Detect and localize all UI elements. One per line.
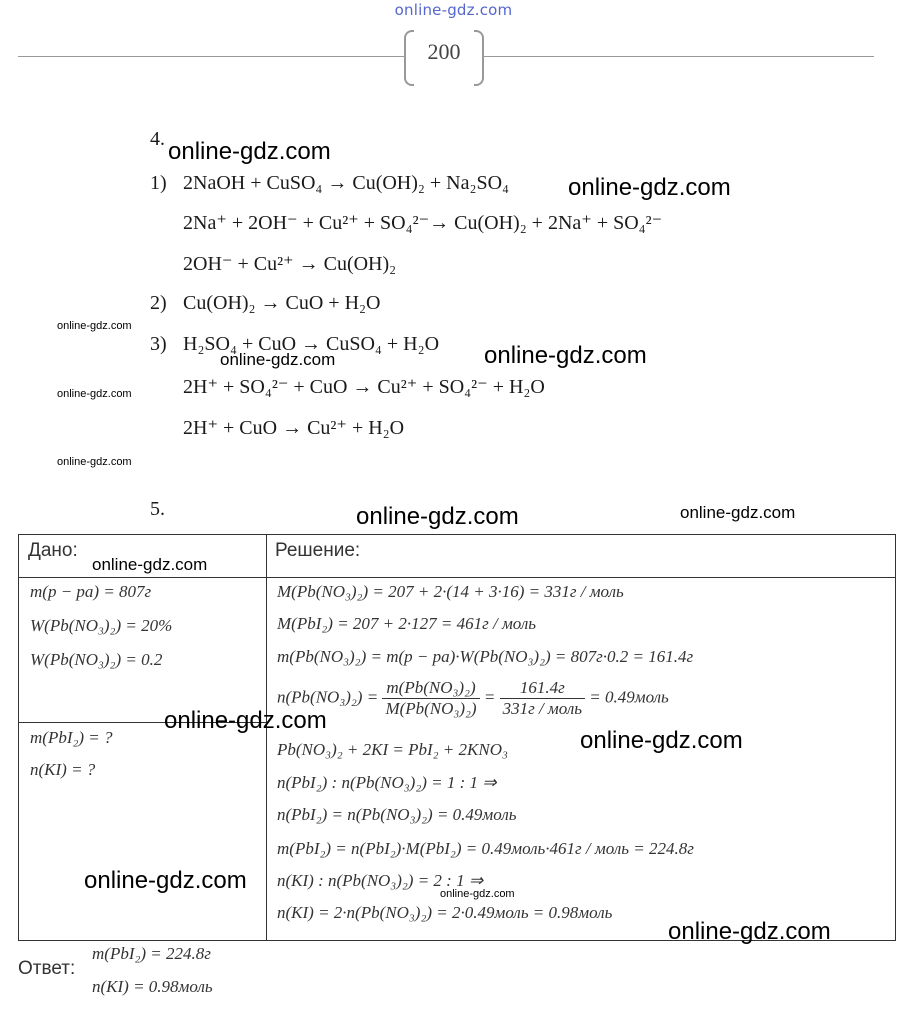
watermark-11: online-gdz.com — [668, 918, 831, 945]
solution-line-2: M(PbI₂) = 207 + 2·127 = 461г / моль — [277, 614, 537, 633]
watermark-10: online-gdz.com — [84, 867, 247, 894]
watermark-small-4: online-gdz.com — [440, 888, 515, 900]
solution-line-8: n(KI) : n(Pb(NO₃)₂) = 2 : 1 ⇒ — [277, 871, 484, 890]
solution-line-4: Pb(NO₃)₂ + 2KI = PbI₂ + 2KNO₃ — [277, 740, 508, 759]
watermark-8: online-gdz.com — [164, 707, 327, 734]
equation-1-short-ionic: 2OH⁻ + Cu²⁺ → Cu(OH)₂ — [183, 253, 397, 275]
find-amount-ki: n(KI) = ? — [30, 760, 96, 779]
fraction-numeric — [500, 678, 585, 719]
equation-1-full-ionic: 2Na⁺ + 2OH⁻ + Cu²⁺ + SO₄²⁻→ Cu(OH)₂ + 2Na⁺ + SO₄²⁻ — [183, 212, 663, 234]
fraction-denominator-1: M(Pb(NO₃)₂) — [385, 699, 477, 718]
solution-fraction — [277, 678, 669, 719]
fraction-lhs: n(Pb(NO₃)₂) = — [277, 687, 379, 707]
solution-line-3: m(Pb(NO₃)₂) = m(p − pa)·W(Pb(NO₃)₂) = 807г·0.2 = 161.4г — [277, 647, 694, 666]
solution-line-1: M(Pb(NO₃)₂) = 207 + 2·(14 + 3·16) = 331г / моль — [277, 582, 624, 601]
given-mass-fraction-decimal: W(Pb(NO₃)₂) = 0.2 — [30, 650, 163, 669]
table-left-border — [18, 534, 19, 941]
equation-3-short-ionic: 2H⁺ + CuO → Cu²⁺ + H₂O — [183, 417, 405, 439]
site-url-header: online-gdz.com — [394, 1, 513, 19]
solution-line-5: n(PbI₂) : n(Pb(NO₃)₂) = 1 : 1 ⇒ — [277, 773, 497, 792]
equation-1-molecular: 2NaOH + CuSO₄ → Cu(OH)₂ + Na₂SO₄ — [183, 172, 509, 194]
given-header: Дано: — [28, 540, 78, 561]
fraction-result: = 0.49моль — [589, 687, 669, 707]
find-mass-pbi2: m(PbI₂) = ? — [30, 728, 113, 747]
watermark-3: online-gdz.com — [220, 350, 336, 369]
given-mass-solution: m(p − pa) = 807г — [30, 582, 152, 601]
solution-header: Решение: — [275, 540, 361, 561]
task5-number: 5. — [150, 498, 165, 520]
task4-number: 4. — [150, 128, 165, 150]
watermark-small-2: online-gdz.com — [57, 388, 132, 400]
watermark-1: online-gdz.com — [168, 138, 331, 165]
answer-amount-ki: n(KI) = 0.98моль — [92, 977, 213, 996]
fraction-equals: = — [483, 687, 496, 707]
given-mass-fraction-percent: W(Pb(NO₃)₂) = 20% — [30, 616, 173, 635]
fraction-numerator-2: 161.4г — [500, 678, 585, 699]
watermark-2: online-gdz.com — [568, 174, 731, 201]
watermark-small-1: online-gdz.com — [57, 320, 132, 332]
solution-line-7: m(PbI₂) = n(PbI₂)·M(PbI₂) = 0.49моль·461г / моль = 224.8г — [277, 839, 694, 858]
fraction-numerator-1: m(Pb(NO₃)₂) — [382, 678, 479, 699]
solution-line-9: n(KI) = 2·n(Pb(NO₃)₂) = 2·0.49моль = 0.98моль — [277, 903, 613, 922]
task4-item1-label: 1) — [150, 172, 167, 194]
fraction-molar — [382, 678, 479, 719]
watermark-4: online-gdz.com — [484, 342, 647, 369]
watermark-small-3: online-gdz.com — [57, 456, 132, 468]
fraction-denominator-2: 331г / моль — [502, 699, 582, 718]
watermark-6: online-gdz.com — [680, 503, 796, 522]
task4-item3-label: 3) — [150, 333, 167, 355]
page-number: 200 — [427, 39, 461, 64]
table-top-border — [18, 534, 896, 535]
equation-3-full-ionic: 2H⁺ + SO₄²⁻ + CuO → Cu²⁺ + SO₄²⁻ + H₂O — [183, 376, 545, 398]
task4-item2-label: 2) — [150, 292, 167, 314]
equation-3-molecular: H₂SO₄ + CuO → CuSO₄ + H₂O — [183, 333, 440, 355]
table-right-border — [895, 534, 896, 941]
table-header-divider — [18, 577, 896, 578]
page-number-box — [404, 30, 484, 84]
watermark-7: online-gdz.com — [92, 555, 208, 574]
answer-label: Ответ: — [18, 958, 76, 979]
solution-line-6: n(PbI₂) = n(Pb(NO₃)₂) = 0.49моль — [277, 805, 517, 824]
watermark-5: online-gdz.com — [356, 503, 519, 530]
equation-2: Cu(OH)₂ → CuO + H₂O — [183, 292, 381, 314]
watermark-9: online-gdz.com — [580, 727, 743, 754]
answer-mass-pbi2: m(PbI₂) = 224.8г — [92, 944, 211, 963]
table-middle-border — [266, 534, 267, 941]
